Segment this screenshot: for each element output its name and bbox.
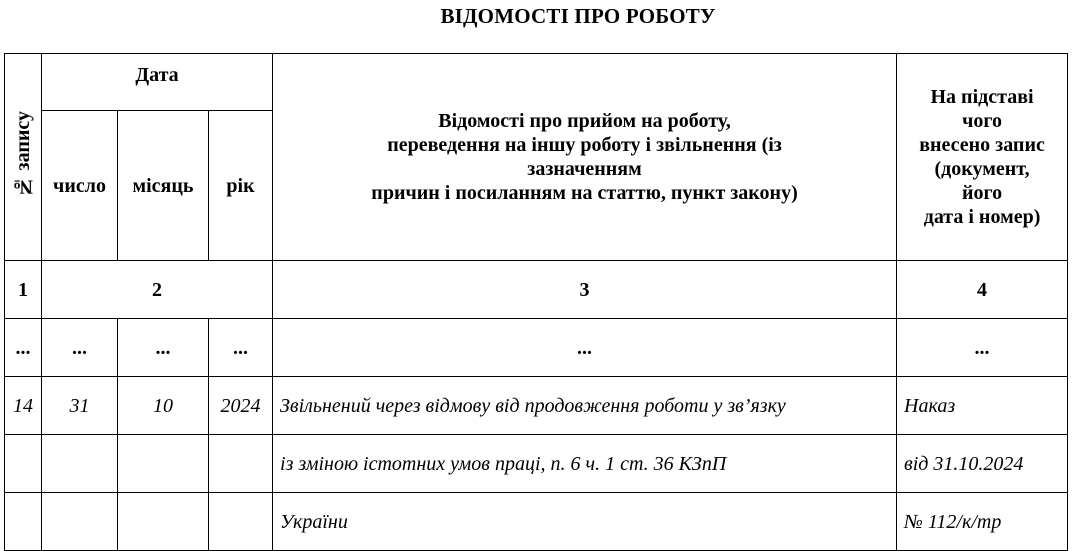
empty-cell — [5, 435, 42, 493]
record-text: із зміною істотних умов праці, п. 6 ч. 1 ст. 36 КЗпП — [273, 435, 897, 493]
record-day: 31 — [42, 377, 118, 435]
empty-cell — [5, 493, 42, 551]
header-basis — [897, 54, 1068, 261]
header-date: Дата — [42, 54, 273, 111]
ellipsis-cell: ... — [5, 319, 42, 377]
work-record-table — [4, 53, 1068, 551]
table-row — [5, 377, 1068, 435]
empty-cell — [42, 493, 118, 551]
header-basis-line: На підставі — [930, 86, 1034, 108]
record-basis: № 112/к/тр — [897, 493, 1068, 551]
record-year: 2024 — [209, 377, 273, 435]
record-text: України — [273, 493, 897, 551]
table-row — [5, 493, 1068, 551]
empty-cell — [42, 435, 118, 493]
header-record-no-label: № запису — [12, 110, 34, 198]
ellipsis-cell: ... — [273, 319, 897, 377]
empty-cell — [209, 493, 273, 551]
header-info-line: переведення на іншу роботу і звільнення (із — [387, 134, 782, 156]
header-month: місяць — [118, 111, 209, 261]
header-basis-line: чого — [962, 110, 1002, 132]
header-day: число — [42, 111, 118, 261]
header-basis-line: його — [961, 182, 1003, 204]
empty-cell — [118, 435, 209, 493]
header-info-line: зазначенням — [527, 158, 642, 180]
document-title: ВІДОМОСТІ ПРО РОБОТУ — [440, 4, 716, 28]
ellipsis-row — [5, 319, 1068, 377]
ellipsis-cell: ... — [118, 319, 209, 377]
column-number-4: 4 — [897, 261, 1068, 319]
record-basis: від 31.10.2024 — [897, 435, 1068, 493]
header-year: рік — [209, 111, 273, 261]
column-number-3: 3 — [273, 261, 897, 319]
record-text: Звільнений через відмову від продовження роботи у зв’язку — [273, 377, 897, 435]
header-info-line: Відомості про прийом на роботу, — [438, 110, 731, 132]
ellipsis-cell: ... — [209, 319, 273, 377]
ellipsis-cell: ... — [897, 319, 1068, 377]
ellipsis-cell: ... — [42, 319, 118, 377]
empty-cell — [118, 493, 209, 551]
header-basis-line: внесено запис — [919, 134, 1045, 156]
empty-cell — [209, 435, 273, 493]
column-number-2: 2 — [42, 261, 273, 319]
record-basis: Наказ — [897, 377, 1068, 435]
header-info-line: причин і посиланням на статтю, пункт закону) — [371, 182, 798, 204]
header-basis-line: (документ, — [934, 158, 1030, 180]
header-record-no — [5, 54, 42, 261]
column-number-1: 1 — [5, 261, 42, 319]
table-row — [5, 435, 1068, 493]
column-number-row — [5, 261, 1068, 319]
header-info — [273, 54, 897, 261]
record-number: 14 — [5, 377, 42, 435]
header-row-1 — [5, 54, 1068, 111]
header-basis-line: дата і номер) — [923, 206, 1041, 228]
record-month: 10 — [118, 377, 209, 435]
